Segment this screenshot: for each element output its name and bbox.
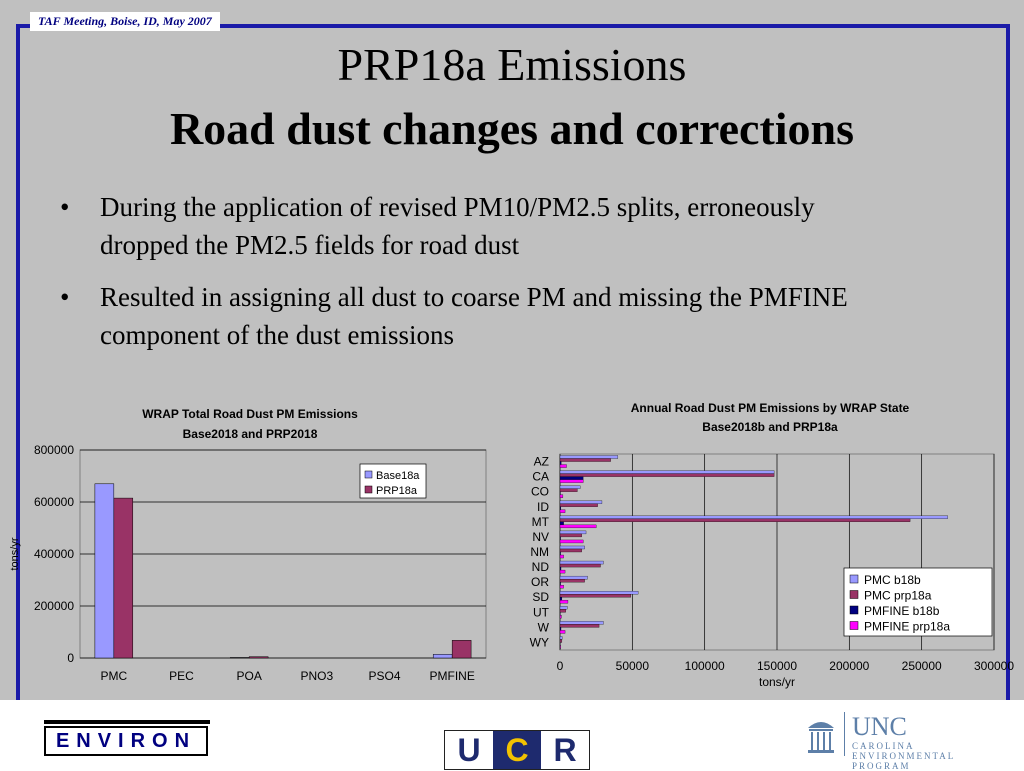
legend-swatch bbox=[850, 622, 858, 630]
y-tick-label: UT bbox=[533, 605, 550, 619]
bar bbox=[560, 489, 577, 492]
y-tick-label: ID bbox=[537, 500, 549, 514]
bar bbox=[560, 567, 561, 570]
bar bbox=[560, 621, 603, 624]
x-tick-label: PMFINE bbox=[429, 669, 474, 683]
left-chart bbox=[6, 398, 502, 698]
bar bbox=[560, 501, 602, 504]
bullet-item bbox=[60, 278, 900, 354]
bar bbox=[560, 561, 603, 564]
slide-subtitle: Road dust changes and corrections bbox=[0, 102, 1024, 155]
y-tick-label: AZ bbox=[534, 455, 549, 469]
bar bbox=[560, 627, 561, 630]
bullet-marker: • bbox=[60, 278, 69, 316]
bar bbox=[452, 640, 471, 658]
bullet-marker: • bbox=[60, 188, 69, 226]
bar bbox=[560, 552, 561, 555]
unc-logo bbox=[806, 710, 1016, 760]
y-tick-label: ND bbox=[532, 560, 550, 574]
bar bbox=[560, 531, 586, 534]
environ-logo-bar bbox=[44, 720, 210, 724]
bar bbox=[560, 462, 561, 465]
legend-label: PMFINE prp18a bbox=[864, 620, 950, 634]
legend-label: PMFINE b18b bbox=[864, 604, 940, 618]
y-tick-label: NM bbox=[530, 545, 549, 559]
bar bbox=[560, 645, 561, 648]
right-chart bbox=[516, 394, 1020, 700]
ucr-logo-u: U bbox=[445, 731, 493, 769]
bar bbox=[560, 579, 585, 582]
legend-swatch bbox=[850, 575, 858, 583]
bar bbox=[560, 546, 585, 549]
bar bbox=[433, 654, 452, 658]
y-tick-label: OR bbox=[531, 575, 549, 589]
unc-logo-line1: CAROLINA bbox=[852, 741, 915, 751]
bar bbox=[560, 495, 563, 498]
bar bbox=[114, 498, 133, 658]
chart-title: Annual Road Dust PM Emissions by WRAP State bbox=[631, 401, 910, 415]
y-tick-label: 800000 bbox=[34, 443, 74, 457]
bar bbox=[230, 657, 249, 658]
x-tick-label: PMC bbox=[100, 669, 127, 683]
bar bbox=[560, 624, 599, 627]
unc-divider bbox=[844, 712, 845, 756]
bar bbox=[560, 456, 618, 459]
unc-logo-name: UNC bbox=[852, 712, 907, 742]
bar bbox=[560, 537, 561, 540]
unc-logo-line2: ENVIRONMENTAL PROGRAM bbox=[852, 751, 1016, 771]
y-tick-label: WY bbox=[530, 635, 549, 649]
y-tick-label: SD bbox=[532, 590, 549, 604]
bar bbox=[560, 480, 583, 483]
x-tick-label: POA bbox=[236, 669, 261, 683]
legend-swatch bbox=[365, 486, 372, 493]
x-tick-label: PEC bbox=[169, 669, 194, 683]
bullet-text: Resulted in assigning all dust to coarse PM and missing the PMFINE component of the dust emissions bbox=[100, 282, 848, 350]
x-tick-label: 200000 bbox=[829, 659, 869, 673]
bar bbox=[560, 636, 562, 639]
x-tick-label: 100000 bbox=[685, 659, 725, 673]
chart-subtitle: Base2018b and PRP18a bbox=[702, 420, 838, 434]
x-axis-label: tons/yr bbox=[759, 675, 795, 689]
ucr-logo-c: C bbox=[493, 731, 541, 769]
chart-title: WRAP Total Road Dust PM Emissions bbox=[142, 407, 358, 421]
bar bbox=[560, 606, 567, 609]
legend-label: PMC b18b bbox=[864, 573, 921, 587]
bar bbox=[560, 465, 567, 468]
x-tick-label: 250000 bbox=[902, 659, 942, 673]
meeting-tag: TAF Meeting, Boise, ID, May 2007 bbox=[30, 12, 220, 31]
bar bbox=[560, 576, 587, 579]
environ-logo bbox=[44, 726, 208, 756]
bar bbox=[560, 585, 564, 588]
bar bbox=[560, 591, 638, 594]
bar bbox=[560, 630, 565, 633]
y-tick-label: MT bbox=[532, 515, 550, 529]
bar bbox=[560, 534, 582, 537]
x-tick-label: 0 bbox=[557, 659, 564, 673]
bar bbox=[560, 615, 561, 618]
bar bbox=[560, 582, 561, 585]
bar bbox=[560, 639, 562, 642]
bullet-list bbox=[60, 188, 900, 368]
x-tick-label: 50000 bbox=[616, 659, 650, 673]
x-tick-label: 150000 bbox=[757, 659, 797, 673]
bar bbox=[560, 597, 562, 600]
environ-logo-text: ENVIRON bbox=[46, 728, 206, 754]
bar bbox=[560, 510, 565, 513]
bar bbox=[95, 484, 114, 658]
bar bbox=[560, 609, 566, 612]
bar bbox=[560, 477, 583, 480]
legend-swatch bbox=[850, 606, 858, 614]
bar bbox=[560, 555, 564, 558]
y-axis-label: tons/yr bbox=[9, 537, 21, 570]
chart-subtitle: Base2018 and PRP2018 bbox=[183, 427, 318, 441]
legend-swatch bbox=[850, 591, 858, 599]
bar bbox=[560, 600, 568, 603]
bar bbox=[560, 507, 561, 510]
legend-label: PMC prp18a bbox=[864, 589, 932, 603]
bar bbox=[560, 519, 910, 522]
y-tick-label: 400000 bbox=[34, 547, 74, 561]
y-tick-label: CO bbox=[531, 485, 549, 499]
bar bbox=[560, 564, 601, 567]
y-tick-label: 600000 bbox=[34, 495, 74, 509]
x-tick-label: PNO3 bbox=[300, 669, 333, 683]
bar bbox=[560, 594, 631, 597]
y-tick-label: NV bbox=[532, 530, 549, 544]
bar bbox=[560, 459, 611, 462]
bar bbox=[560, 516, 948, 519]
bar bbox=[560, 471, 774, 474]
right-chart-svg bbox=[516, 394, 1020, 700]
left-chart-svg bbox=[6, 398, 502, 698]
bar bbox=[560, 486, 580, 489]
bullet-item bbox=[60, 188, 900, 264]
y-tick-label: 0 bbox=[67, 651, 74, 665]
y-tick-label: 200000 bbox=[34, 599, 74, 613]
bullet-text: During the application of revised PM10/PM2.5 splits, erroneously dropped the PM2.5 fields for road dust bbox=[100, 192, 815, 260]
bar bbox=[560, 474, 774, 477]
x-tick-label: PSO4 bbox=[368, 669, 400, 683]
legend-label: Base18a bbox=[376, 470, 420, 482]
bar bbox=[560, 504, 598, 507]
bar bbox=[249, 657, 268, 658]
old-well-icon bbox=[806, 716, 836, 754]
bar bbox=[560, 522, 564, 525]
legend-swatch bbox=[365, 471, 372, 478]
x-tick-label: 300000 bbox=[974, 659, 1014, 673]
ucr-logo bbox=[444, 730, 590, 770]
y-tick-label: CA bbox=[532, 470, 549, 484]
bar bbox=[560, 540, 583, 543]
bar bbox=[560, 570, 565, 573]
ucr-logo-r: R bbox=[541, 731, 589, 769]
y-tick-label: W bbox=[538, 620, 550, 634]
bar bbox=[560, 525, 596, 528]
slide-title: PRP18a Emissions bbox=[0, 38, 1024, 91]
legend-label: PRP18a bbox=[376, 485, 418, 497]
bar bbox=[560, 549, 582, 552]
